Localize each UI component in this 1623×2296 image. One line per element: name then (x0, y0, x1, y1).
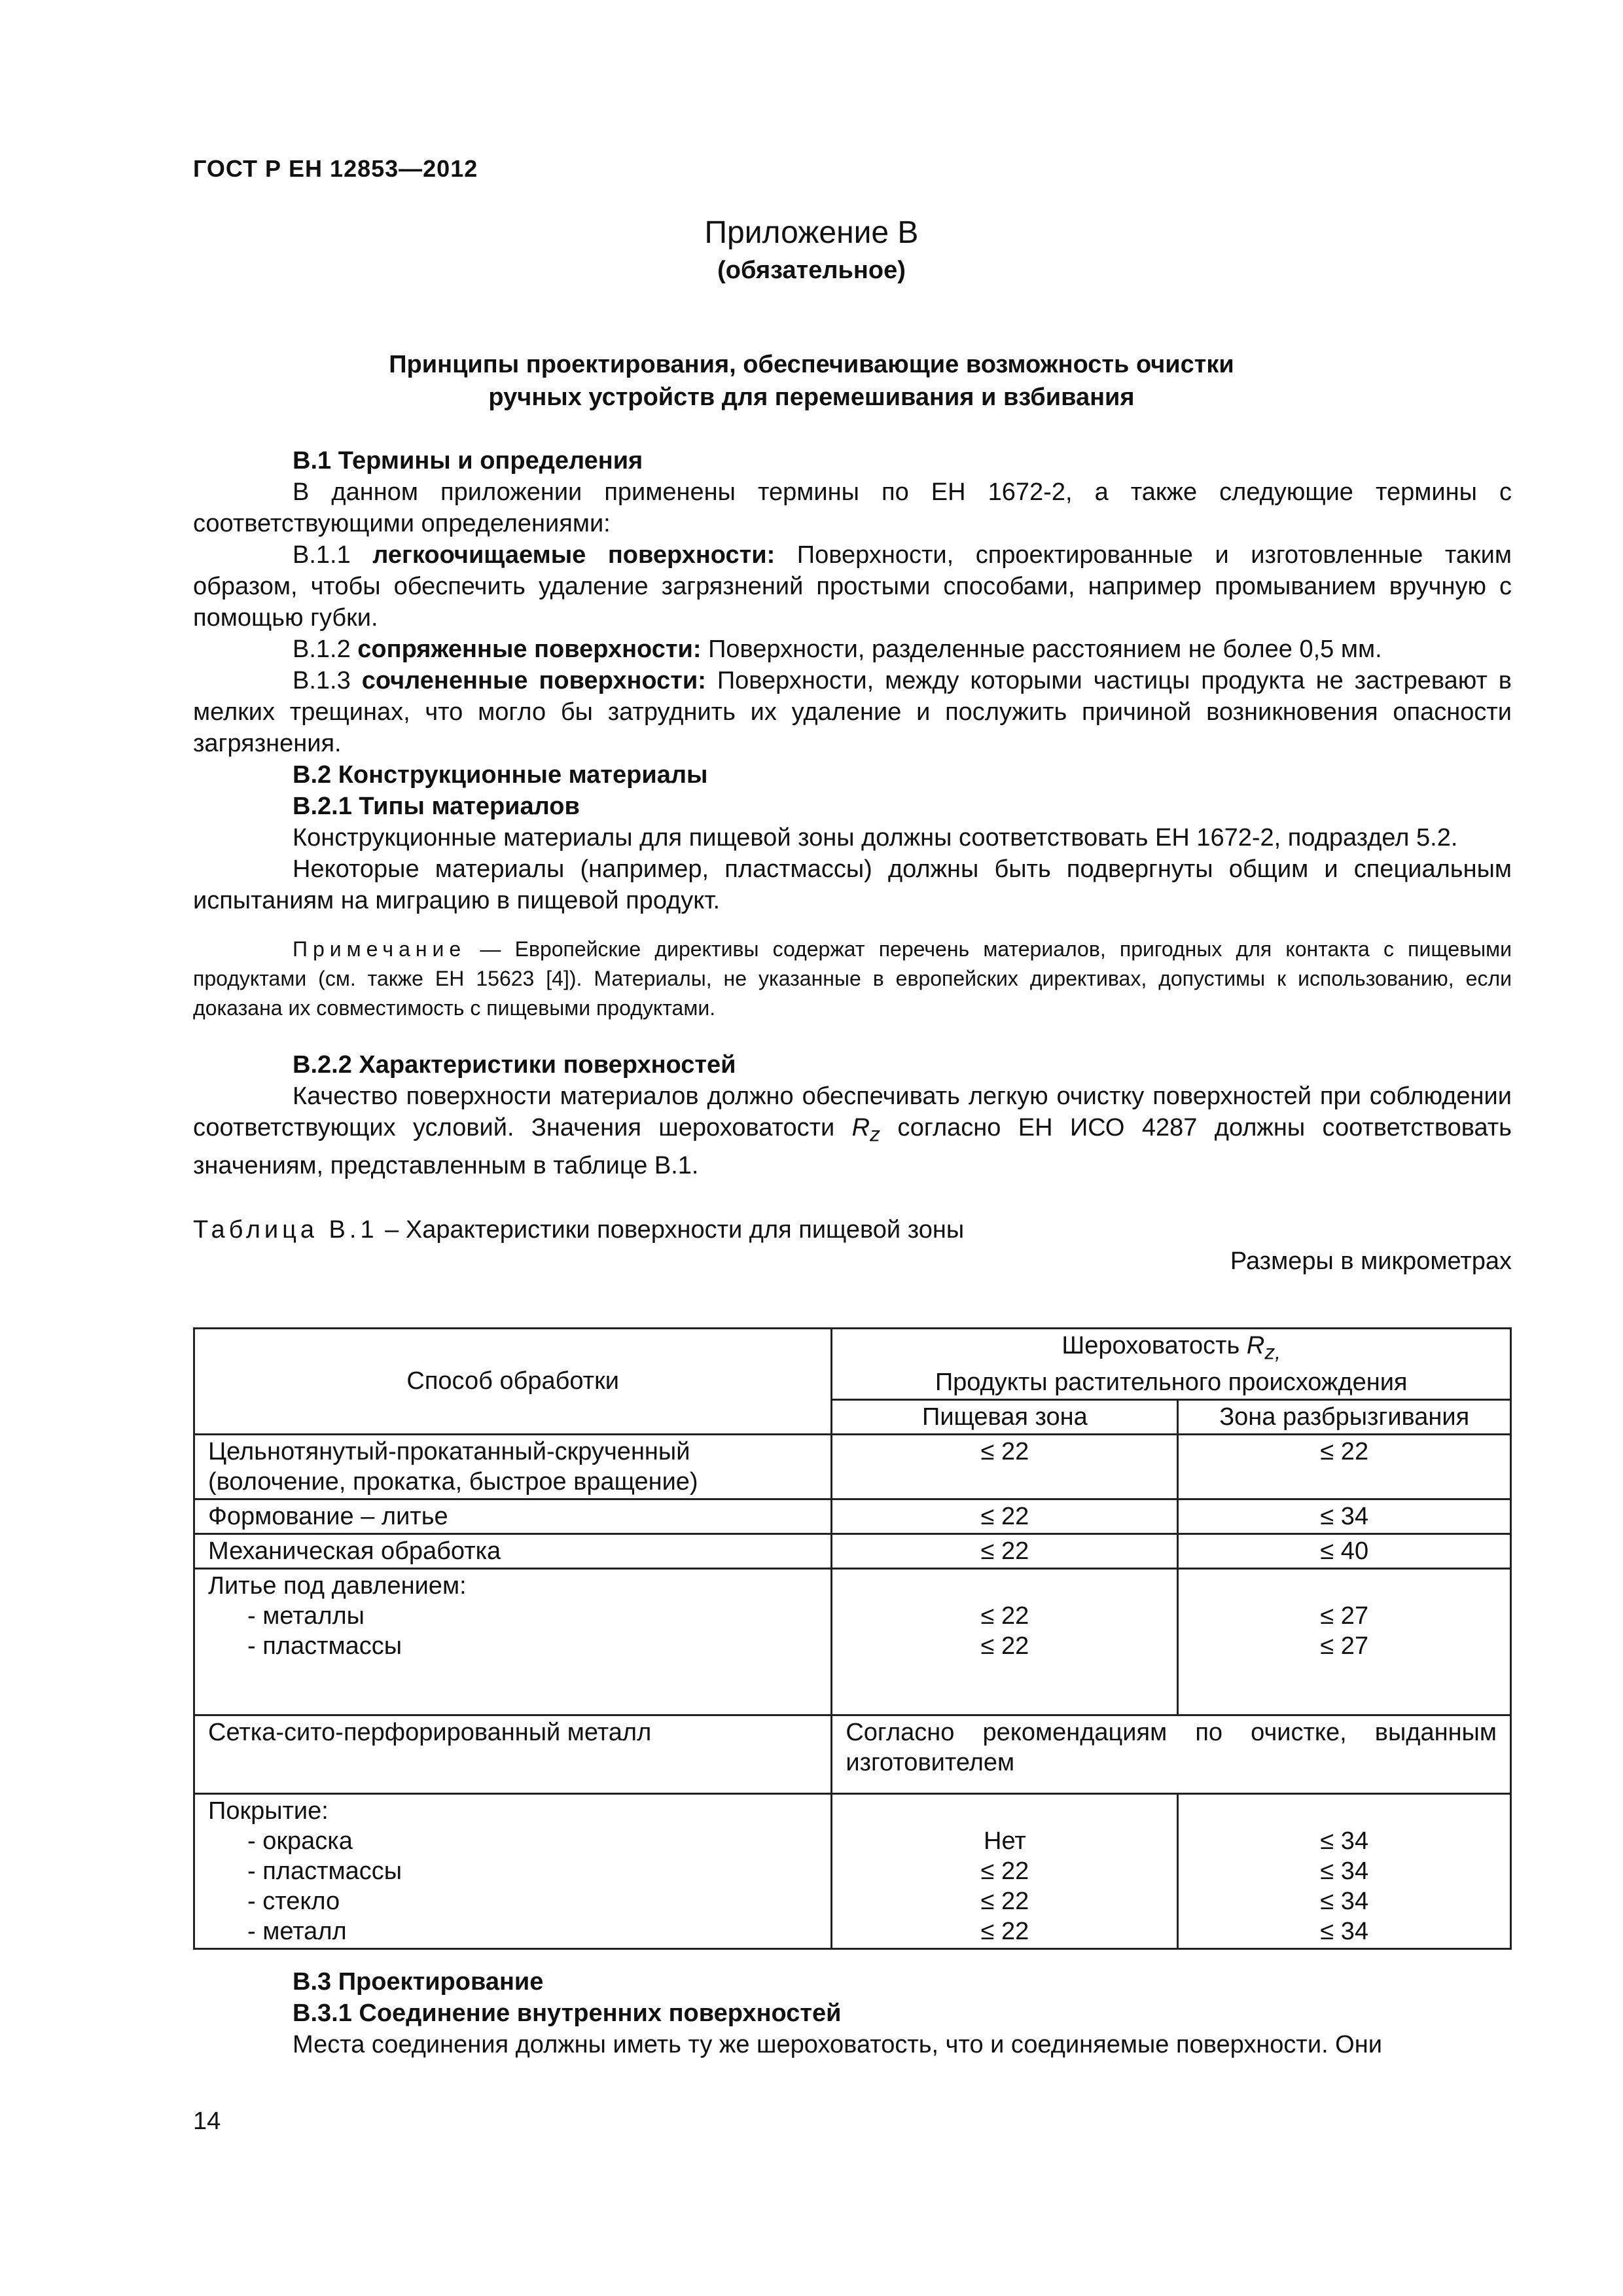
section-b2-1-title: В.2.1 Типы материалов (293, 793, 580, 820)
col-method-header: Способ обработки (194, 1329, 832, 1435)
table-row: Цельнотянутый-прокатанный-скрученный (волочение, прокатка, быстрое вращение) ≤ 22 ≤ 22 (194, 1434, 1511, 1499)
term-b1-3: В.1.3 сочлененные поверхности: Поверхности, между которыми частицы продукта не застревают в мелких трещинах, что могло бы затруднить их удаление и послужить причиной возникновения опасности загрязнения. (193, 667, 1512, 757)
section-b1-title: В.1 Термины и определения (293, 447, 643, 475)
table-units: Размеры в микрометрах (1230, 1247, 1512, 1275)
section-b3-title: В.3 Проектирование (293, 1968, 544, 1996)
page-number: 14 (193, 2108, 221, 2135)
section-b2-2-title: В.2.2 Характеристики поверхностей (293, 1051, 736, 1079)
table-row: Покрытие: - окраска - пластмассы - стекло - металл Нет ≤ 22 ≤ 22 ≤ 22 ≤ 34 ≤ 34 ≤ 34 ≤ 34 (194, 1793, 1511, 1948)
annex-heading (0, 348, 1623, 414)
annex-status: (обязательное) (717, 257, 906, 284)
table-row: Механическая обработка ≤ 22 ≤ 40 (194, 1534, 1511, 1568)
section-b3-1-title: В.3.1 Соединение внутренних поверхностей (293, 2000, 842, 2027)
table-row: Литье под давлением: - металлы - пластмассы ≤ 22 ≤ 22 ≤ 27 ≤ 27 (194, 1568, 1511, 1715)
section-b2-1-p2: Некоторые материалы (например, пластмассы) должны быть подвергнуты общим и специальным испытаниям на миграцию в пищевой продукт. (193, 855, 1512, 914)
section-b2-1-p1: Конструкционные материалы для пищевой зоны должны соответствовать ЕН 1672-2, подраздел 5.2. (293, 824, 1458, 852)
note: Примечание — Европейские директивы содержат перечень материалов, пригодных для контакта с пищевыми продуктами (см. также ЕН 15623 [4]). Материалы, не указанные в европейских директивах, допустимы к использованию, если доказана их совместимость с пищевыми продуктами. (193, 937, 1512, 1020)
table-caption: Таблица В.1 – Характеристики поверхности для пищевой зоны (193, 1215, 965, 1244)
col-roughness-header: Шероховатость $R_{z,}$ Продукты растительного происхождения (832, 1329, 1511, 1400)
col-splash-header: Зона разбрызгивания (1178, 1399, 1511, 1434)
col-food-header: Пищевая зона (832, 1399, 1178, 1434)
surface-table (193, 1327, 1512, 1950)
section-b2-title: В.2 Конструкционные материалы (293, 761, 708, 789)
body-text-lower (193, 1966, 1512, 2060)
annex-heading-line1: Принципы проектирования, обеспечивающие возможность очистки (389, 351, 1234, 378)
section-b3-1-p: Места соединения должны иметь ту же шероховатость, что и соединяемые поверхности. Они (293, 2031, 1382, 2058)
body-text-upper (193, 445, 1512, 1277)
annex-heading-line2: ручных устройств для перемешивания и взбивания (488, 384, 1135, 411)
annex-title: Приложение В (704, 215, 919, 250)
section-b2-2-p: Качество поверхности материалов должно обеспечивать легкую очистку поверхностей при соблюдении соответствующих условий. Значения шероховатости $R_z$ согласно ЕН ИСО 4287 должны соответствовать значениям, представленным в таблице В.1. (193, 1083, 1512, 1179)
table-row: Сетка-сито-перфорированный металл Согласно рекомендациям по очистке, выданным изготовителем (194, 1715, 1511, 1793)
term-b1-1: В.1.1 легкоочищаемые поверхности: Поверхности, спроектированные и изготовленные таким образом, чтобы обеспечить удаление загрязнений простыми способами, например промыванием вручную с помощью губки. (193, 541, 1512, 632)
section-b1-intro: В данном приложении применены термины по ЕН 1672-2, а также следующие термины с соответствующими определениями: (193, 478, 1512, 537)
term-b1-2: В.1.2 сопряженные поверхности: Поверхности, разделенные расстоянием не более 0,5 мм. (293, 636, 1382, 663)
standard-header: ГОСТ Р ЕН 12853—2012 (193, 155, 478, 182)
table-row: Формование – литье ≤ 22 ≤ 34 (194, 1499, 1511, 1534)
